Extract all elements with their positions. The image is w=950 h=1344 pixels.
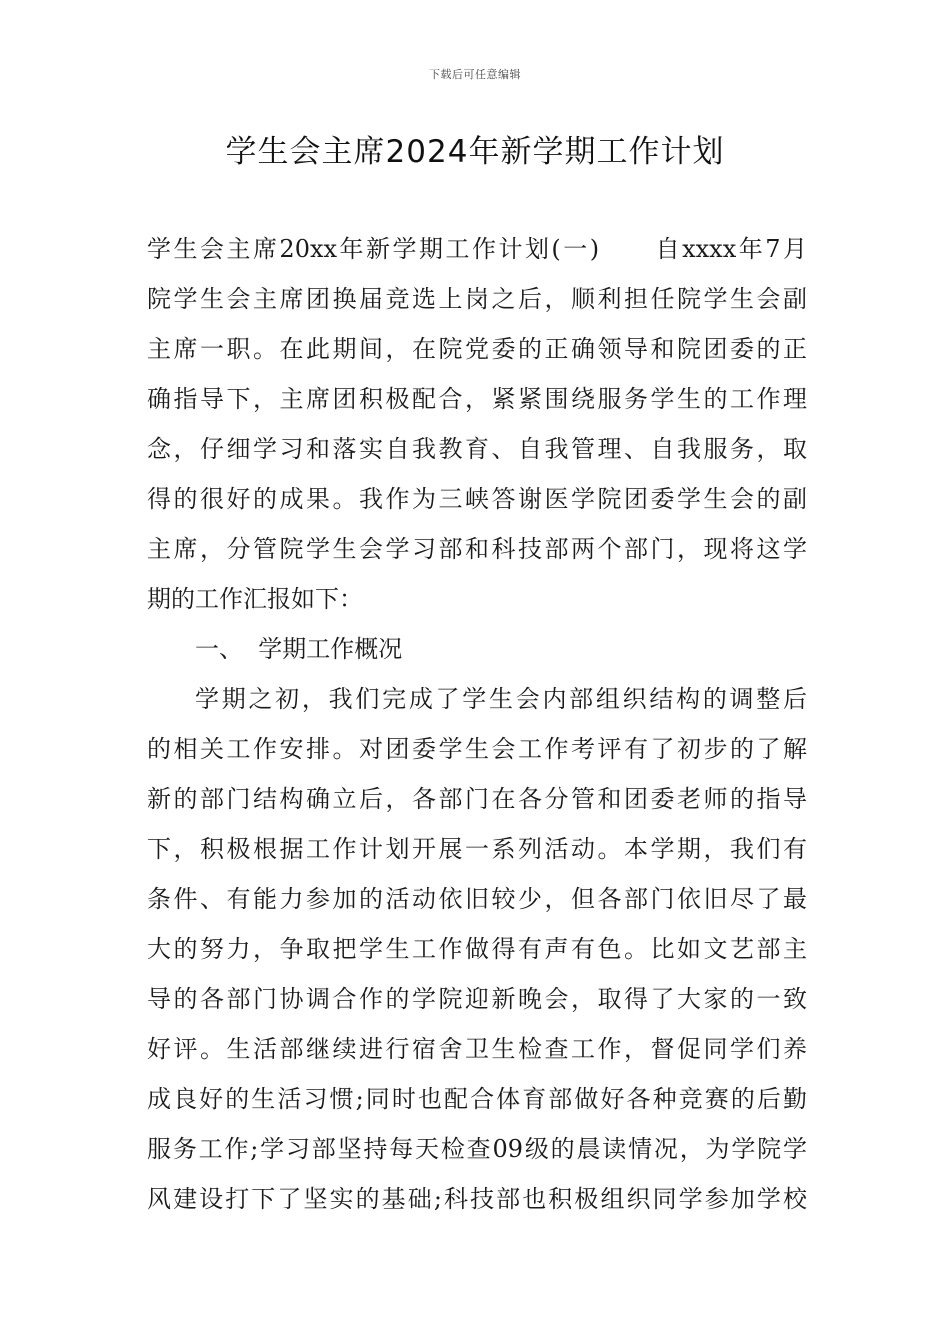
document-body (147, 224, 807, 1224)
paragraph-line: 主席一职。在此期间，在院党委的正确领导和院团委的正 (147, 335, 807, 363)
paragraph-line: 院学生会主席团换届竞选上岗之后，顺利担任院学生会副 (147, 285, 807, 313)
section-subtitle: 学生会主席20xx年新学期工作计划(一) (147, 235, 600, 263)
header-note: 下载后可任意编辑 (429, 68, 521, 81)
paragraph-line: 好评。生活部继续进行宿舍卫生检查工作，督促同学们养 (147, 1035, 807, 1063)
paragraph-line: 成良好的生活习惯;同时也配合体育部做好各种竞赛的后勤 (147, 1085, 807, 1113)
paragraph-line: 主席，分管院学生会学习部和科技部两个部门，现将这学 (147, 535, 807, 563)
paragraph-line: 的相关工作安排。对团委学生会工作考评有了初步的了解 (147, 735, 807, 763)
paragraph-line: 风建设打下了坚实的基础;科技部也积极组织同学参加学校 (147, 1185, 807, 1213)
paragraph-line: 条件、有能力参加的活动依旧较少，但各部门依旧尽了最 (147, 885, 807, 913)
paragraph-line: 大的努力，争取把学生工作做得有声有色。比如文艺部主 (147, 935, 807, 963)
section-heading: 一、 学期工作概况 (195, 635, 403, 663)
paragraph-line: 得的很好的成果。我作为三峡答谢医学院团委学生会的副 (147, 485, 807, 513)
paragraph-line: 服务工作;学习部坚持每天检查09级的晨读情况，为学院学 (147, 1135, 807, 1163)
paragraph-line: 确指导下，主席团积极配合，紧紧围绕服务学生的工作理 (147, 385, 807, 413)
paragraph-lead: 自xxxx年7月 (653, 235, 807, 263)
paragraph-line: 念，仔细学习和落实自我教育、自我管理、自我服务，取 (147, 435, 807, 463)
paragraph-line: 下，积极根据工作计划开展一系列活动。本学期，我们有 (147, 835, 807, 863)
paragraph-line: 导的各部门协调合作的学院迎新晚会，取得了大家的一致 (147, 985, 807, 1013)
paragraph-line: 期的工作汇报如下： (147, 585, 363, 613)
paragraph-line (147, 224, 807, 274)
page-title: 学生会主席2024年新学期工作计划 (225, 134, 725, 170)
paragraph-line: 新的部门结构确立后，各部门在各分管和团委老师的指导 (147, 785, 807, 813)
paragraph-line: 学期之初，我们完成了学生会内部组织结构的调整后 (195, 685, 807, 713)
